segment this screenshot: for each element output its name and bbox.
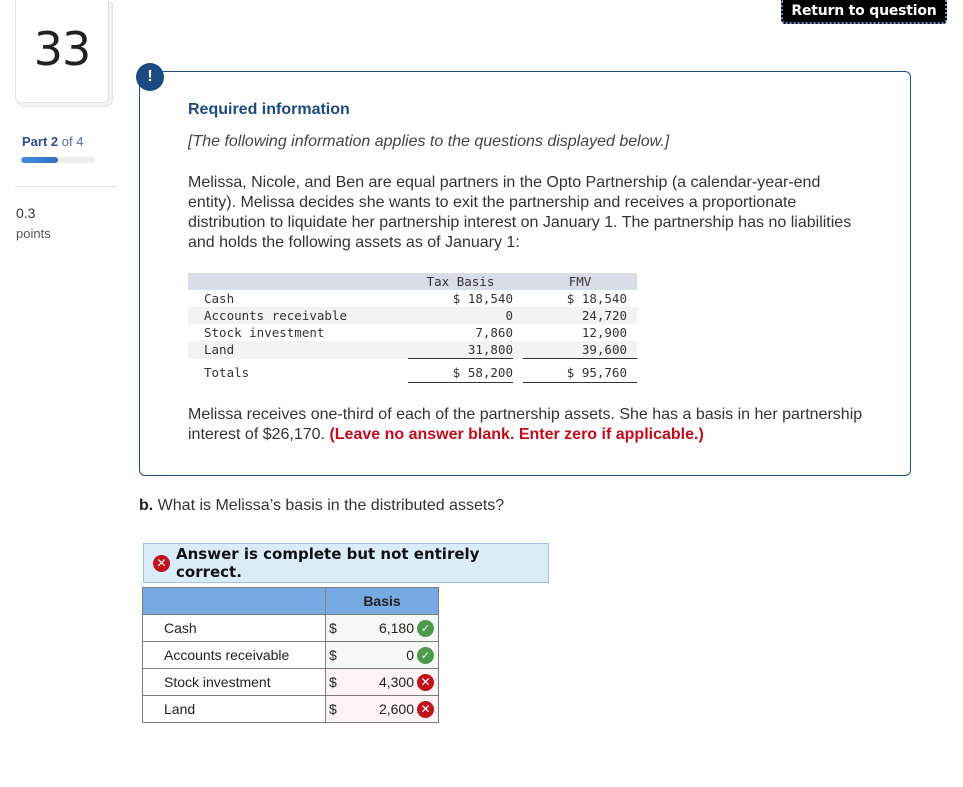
totals-tax-basis: $ 58,200 [408,359,513,383]
points-label: points [16,226,51,241]
question-text: What is Melissa’s basis in the distributed assets? [157,497,505,514]
answer-row-stock-investment [143,669,439,696]
totals-label: Totals [204,365,250,380]
question-number-card [15,0,109,103]
assets-table-row [188,307,637,324]
answer-value[interactable]: 2,600 [378,701,414,717]
part-total: of 4 [61,134,84,149]
problem-footer [188,405,878,445]
points-value: 0.3 [16,205,36,221]
correct-check-icon: ✓ [417,620,434,637]
part-indicator [22,134,83,149]
answer-value[interactable]: 4,300 [378,674,414,690]
asset-fmv: $ 18,540 [566,291,627,306]
asset-tax-basis: $ 18,540 [452,291,513,306]
header-blank [188,273,408,290]
assets-table-row [188,341,637,359]
required-info-subtitle: [The following information applies to the questions displayed below.] [188,133,670,150]
answer-row-accounts-receivable [143,642,439,669]
asset-fmv: 12,900 [581,325,627,340]
currency-symbol: $ [329,674,337,690]
answer-row-label: Cash [143,615,326,642]
incorrect-icon: ✕ [153,555,170,572]
answer-row-land [143,696,439,723]
answer-value[interactable]: 6,180 [378,620,414,636]
problem-description: Melissa, Nicole, and Ben are equal partners in the Opto Partnership (a calendar-year-end entity). Melissa decides she wants to exit the partnership and receives a proportionate distribution to liquidate her partnership interest on January 1. The partnership has no liabilities and holds the following assets as of January 1: [188,174,852,251]
sidebar-divider [15,186,117,187]
answer-cell[interactable] [326,696,439,723]
currency-symbol: $ [329,620,337,636]
currency-symbol: $ [329,701,337,717]
answer-cell[interactable] [326,642,439,669]
answer-basis-table [142,587,439,723]
footer-instruction: (Leave no answer blank. Enter zero if applicable.) [329,426,704,443]
asset-fmv: 24,720 [523,307,637,324]
required-info-title: Required information [188,101,350,118]
asset-name: Stock investment [204,325,325,340]
question-number: 33 [33,22,91,76]
return-to-question-button[interactable]: Return to question [781,0,947,24]
answer-row-label: Accounts receivable [143,642,326,669]
answer-table-header [143,588,439,615]
answer-value[interactable]: 0 [406,647,414,663]
alert-icon: ! [136,63,164,91]
assets-table-row [188,324,637,341]
correct-check-icon: ✓ [417,647,434,664]
answer-status-text: Answer is complete but not entirely correct. [176,545,480,581]
currency-symbol: $ [329,647,337,663]
assets-table-row [188,290,637,307]
asset-tax-basis: 31,800 [408,341,513,359]
asset-tax-basis: 0 [408,307,513,324]
header-fmv: FMV [523,273,637,290]
totals-fmv: $ 95,760 [523,359,637,383]
question-label: b. [139,497,154,514]
header-tax-basis: Tax Basis [408,273,513,290]
part-current: Part 2 [22,134,59,149]
assets-table-totals [188,359,637,383]
asset-name: Accounts receivable [188,307,408,324]
answer-cell[interactable] [326,615,439,642]
incorrect-x-icon: ✕ [417,674,434,691]
part-progress-bar [21,157,95,163]
asset-fmv: 39,600 [523,341,637,359]
answer-status-banner [143,543,549,583]
header-basis: Basis [326,588,439,615]
question-b [139,497,504,515]
answer-row-label: Stock investment [143,669,326,696]
assets-table-header [188,273,637,290]
answer-row-cash [143,615,439,642]
footer-text: Melissa receives one-third of each of the partnership assets. She has a basis in her partnership interest of $26,170. [188,406,863,443]
incorrect-x-icon: ✕ [417,701,434,718]
partnership-assets-table [188,273,637,383]
header-blank [143,588,326,615]
asset-tax-basis: 7,860 [475,325,513,340]
answer-row-label: Land [143,696,326,723]
asset-name: Land [188,341,408,359]
asset-name: Cash [204,291,235,306]
progress-fill [21,157,58,163]
answer-cell[interactable] [326,669,439,696]
